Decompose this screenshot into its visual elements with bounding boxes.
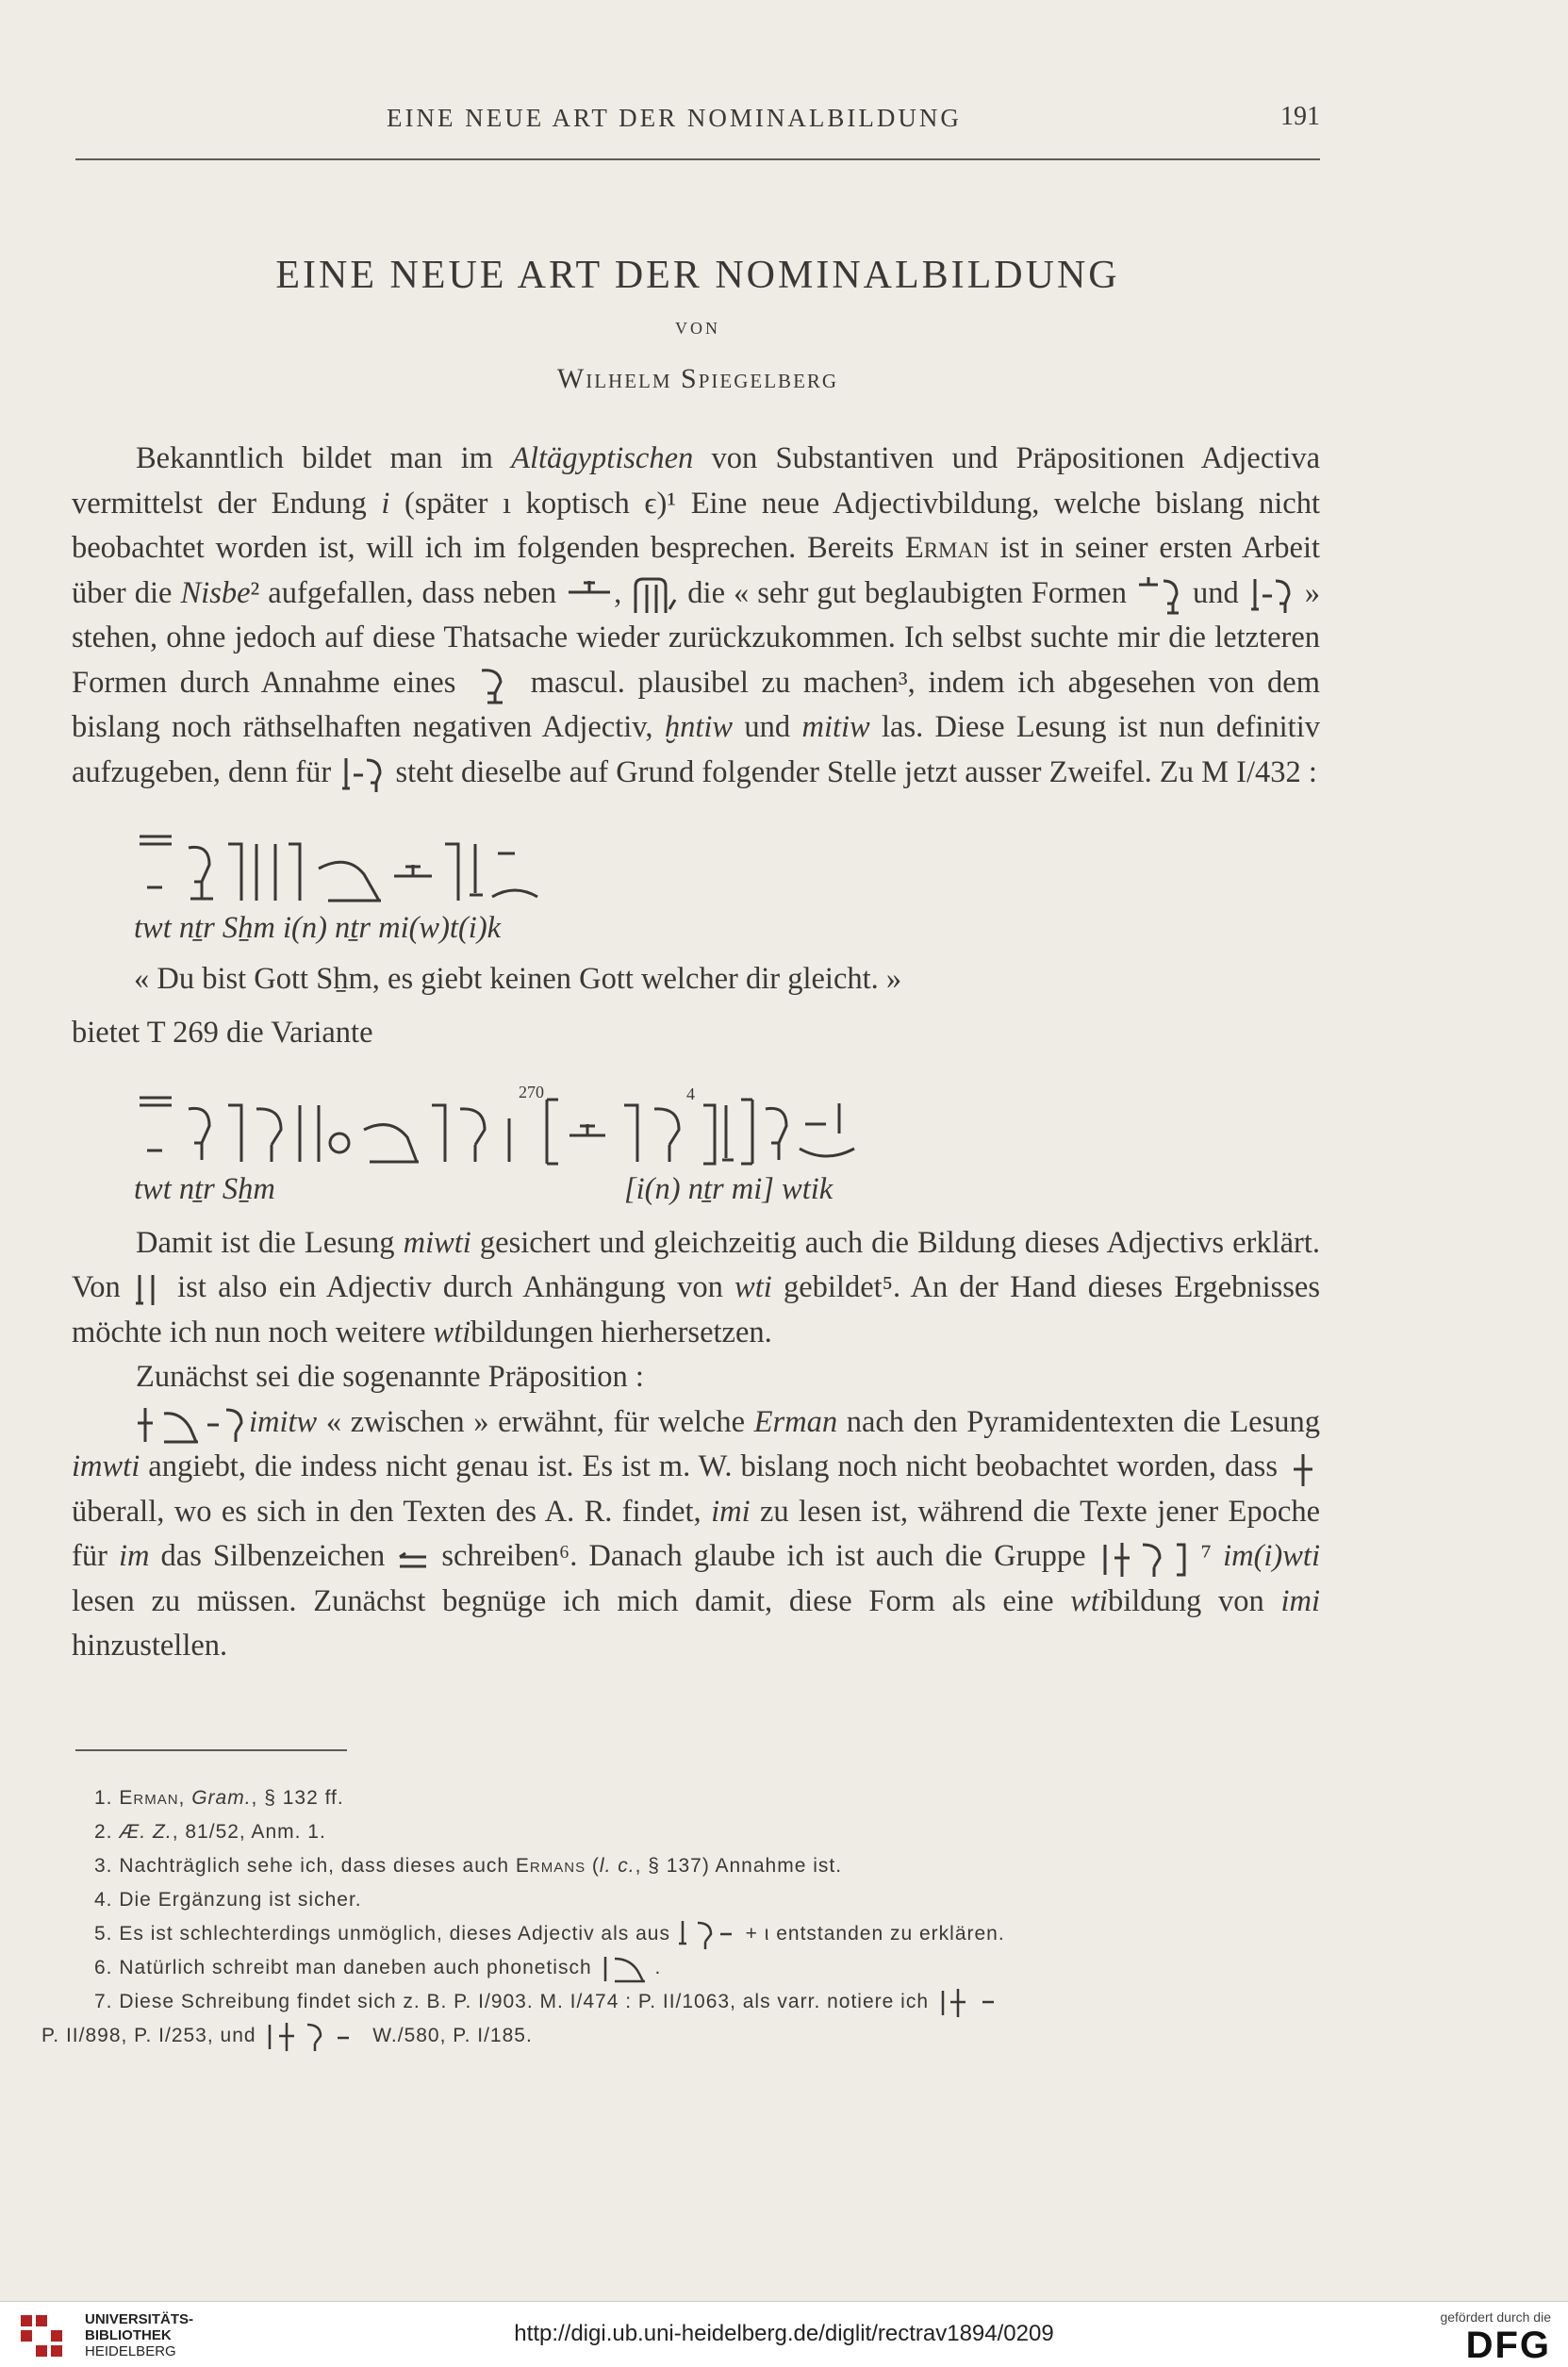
transliteration-2 bbox=[134, 1167, 1320, 1212]
hieroglyph-line-1 bbox=[134, 816, 1320, 906]
footer-bar bbox=[0, 2301, 1568, 2367]
footnote-1: 1. Erman, Gram., § 132 ff. bbox=[94, 1787, 344, 1809]
footnote-7-continuation: P. II/898, P. I/253, und W./580, P. I/185. bbox=[41, 2019, 1320, 2053]
hieroglyph-group-icon bbox=[630, 575, 679, 615]
paragraph-4: Zunächst sei die sogenannte Präposition : bbox=[136, 1360, 644, 1394]
footnote-2: 2. Æ. Z., 81/52, Anm. 1. bbox=[94, 1821, 326, 1843]
footnote-6: 6. Natürlich schreibt man daneben auch phonetisch . bbox=[94, 1951, 1320, 1985]
hieroglyph-sequence-icon bbox=[134, 816, 662, 906]
transliteration-1: twt nṯr Sẖm i(n) nṯr mi(w)t(i)k bbox=[134, 911, 502, 945]
hieroglyph-sign-icon bbox=[396, 1540, 430, 1578]
hieroglyph-group-icon bbox=[598, 1953, 654, 1983]
hieroglyph-group-icon bbox=[1135, 575, 1184, 615]
footnotes bbox=[41, 1781, 1320, 2053]
article-body bbox=[72, 437, 1320, 1669]
running-header bbox=[75, 102, 1320, 136]
source-url-link[interactable]: http://digi.ub.uni-heidelberg.de/diglit/rectrav1894/0209 bbox=[514, 2321, 1054, 2346]
paragraph-5: imitw « zwischen » erwähnt, für welche Erman nach den Pyramidentexten die Lesung imwti angiebt, die indess nicht genau ist. Es ist m. W. bislang noch nicht beobachtet worden, dass überall, wo es sich in den Texten des A. R. findet, imi zu lesen ist, während die Texte jener Epoche für im das Silbenzeichen schreiben⁶. Danach glaube ich ist auch die Gruppe ⁷ im(i)wti lesen zu müssen. Zunächst begnüge ich mich damit, diese Form als eine wtibildung von imi hinzustellen. bbox=[72, 1404, 1320, 1663]
author-name: Wilhelm Spiegelberg bbox=[556, 363, 839, 394]
hieroglyph-group-icon bbox=[677, 1919, 739, 1949]
svg-text:4: 4 bbox=[686, 1084, 695, 1103]
hieroglyph-line-2 bbox=[134, 1077, 1320, 1167]
paragraph-3: Damit ist die Lesung miwti gesichert und gleichzeitig auch die Bildung dieses Adjectivs erklärt. Von ist also ein Adjectiv durch Anhängung von wti gebildet⁵. An der Hand dieses Ergebnisses möchte ich nun noch weitere wtibildungen hierhersetzen. bbox=[72, 1225, 1321, 1349]
paragraph-2: bietet T 269 die Variante bbox=[72, 1016, 373, 1050]
article-title: EINE NEUE ART DER NOMINALBILDUNG bbox=[275, 254, 1120, 297]
footnote-3: 3. Nachträglich sehe ich, dass dieses auch Ermans (l. c., § 137) Annahme ist. bbox=[94, 1855, 843, 1877]
byline-von: VON bbox=[675, 319, 720, 338]
page-number: 191 bbox=[1280, 102, 1320, 131]
hieroglyph-group-icon bbox=[262, 2021, 366, 2051]
university-library-name: UNIVERSITÄTS- BIBLIOTHEK HEIDELBERG bbox=[85, 2311, 194, 2359]
footnote-4: 4. Die Ergänzung ist sicher. bbox=[94, 1889, 362, 1911]
footnote-7: 7. Diese Schreibung findet sich z. B. P. I/903. M. I/474 : P. II/1063, als varr. notiere ich bbox=[94, 1985, 1320, 2019]
footnote-5: 5. Es ist schlechterdings unmöglich, dieses Adjectiv als aus + ι entstanden zu erklären. bbox=[94, 1917, 1320, 1951]
dfg-logo: DFG bbox=[1465, 2325, 1551, 2366]
running-title: EINE NEUE ART DER NOMINALBILDUNG bbox=[387, 104, 962, 132]
hieroglyph-group-icon bbox=[1247, 575, 1296, 615]
footnote-rule bbox=[75, 1749, 347, 1751]
transliteration-2-left: twt nṯr Sẖm bbox=[134, 1171, 275, 1206]
hieroglyph-group-icon bbox=[1286, 1450, 1320, 1488]
hieroglyph-group-icon bbox=[935, 1987, 1011, 2017]
translation-1: « Du bist Gott Sẖm, es giebt keinen Gott welcher dir gleicht. » bbox=[134, 961, 902, 996]
hieroglyph-bird-icon bbox=[469, 665, 518, 704]
hieroglyph-sequence-icon bbox=[134, 1077, 982, 1167]
hieroglyph-group-icon bbox=[132, 1271, 166, 1309]
header-rule bbox=[75, 158, 1320, 160]
hieroglyph-group-icon bbox=[565, 575, 614, 615]
paragraph-1: Bekanntlich bildet man im Altägyptischen von Substantiven und Präpositionen Adjectiva vermittelst der Endung i (später ı koptisch ϵ)¹ Eine neue Adjectivbildung, welche bislang nicht beobachtet worden ist, will ich im folgenden besprechen. Bereits Erman ist in seiner ersten Arbeit über die Nisbe² aufgefallen, dass neben , die « sehr gut beglaubigten Formen und » stehen, ohne jedoch auf diese Thatsache wieder zurückzukommen. Ich selbst suchte mir die letzteren Formen durch Annahme eines mascul. plausibel zu machen³, indem ich abgesehen von dem bislang noch räthselhaften negativen Adjectiv, ḫntiw und mitiw las. Diese Lesung ist nun definitiv aufzugeben, denn für steht dieselbe auf Grund folgender Stelle jetzt ausser Zweifel. Zu M I/432 : bbox=[72, 437, 1320, 795]
transliteration-2-right: [i(n) nṯr mi] wtik bbox=[624, 1171, 834, 1206]
funding-note: gefördert durch die bbox=[1440, 2309, 1551, 2325]
hieroglyph-group-icon bbox=[1098, 1539, 1201, 1579]
hieroglyph-group-icon bbox=[136, 1404, 249, 1444]
hieroglyph-group-icon bbox=[338, 754, 388, 794]
svg-text:270: 270 bbox=[519, 1082, 544, 1101]
